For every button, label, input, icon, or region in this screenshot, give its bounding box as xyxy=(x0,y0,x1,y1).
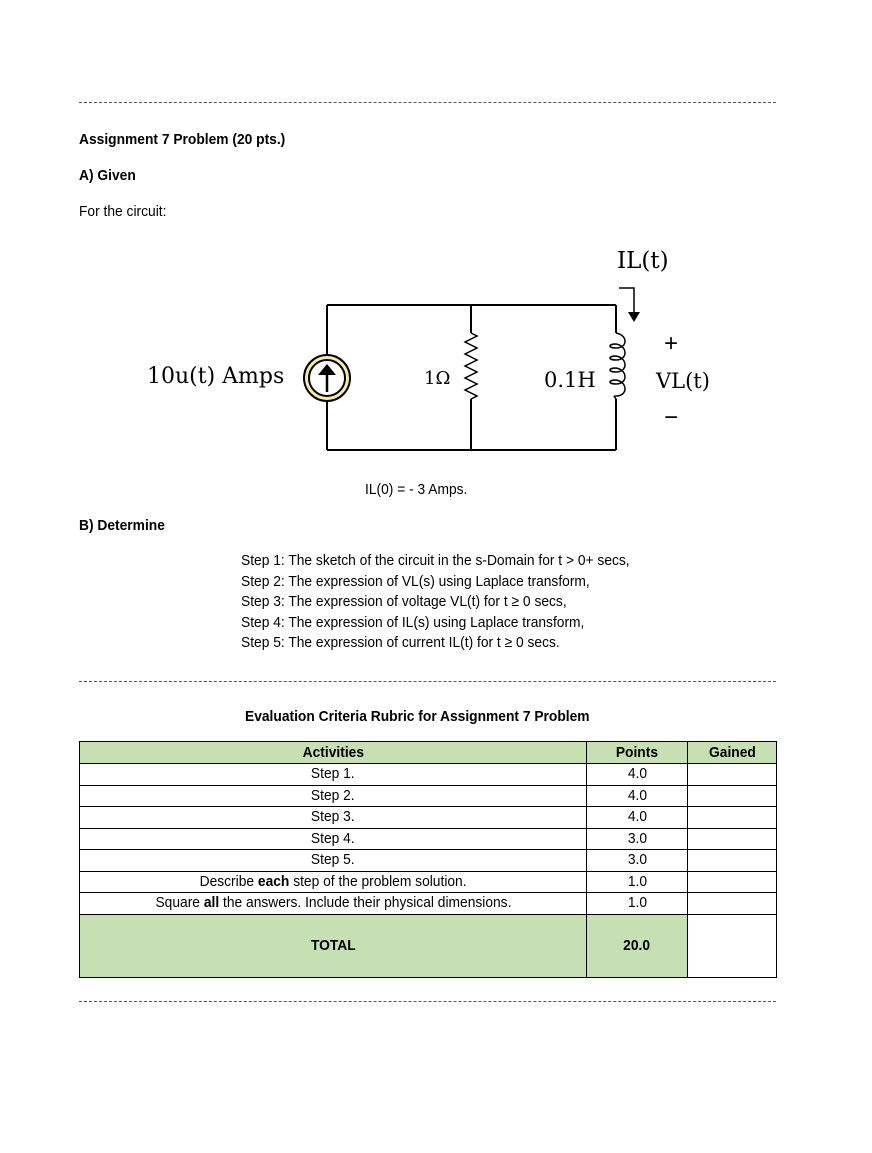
voltage-label: VL(t) xyxy=(656,369,710,393)
gained-cell[interactable] xyxy=(688,893,777,915)
rubric-title: Evaluation Criteria Rubric for Assignment 7 Problem xyxy=(245,708,590,725)
gained-cell[interactable] xyxy=(688,850,777,872)
points-cell: 1.0 xyxy=(587,871,688,893)
table-row xyxy=(80,785,777,807)
current-label: IL(t) xyxy=(617,248,669,274)
activity-cell: Step 1. xyxy=(80,764,587,786)
header-activities: Activities xyxy=(80,742,587,764)
header-points: Points xyxy=(587,742,688,764)
rubric-table xyxy=(79,741,777,978)
gained-cell[interactable] xyxy=(688,785,777,807)
points-cell: 4.0 xyxy=(587,807,688,829)
activity-cell: Step 5. xyxy=(80,850,587,872)
part-b-title: B) Determine xyxy=(79,517,165,534)
initial-condition: IL(0) = - 3 Amps. xyxy=(365,481,468,498)
current-source-icon xyxy=(304,355,350,401)
activity-cell: Square all the answers. Include their physical dimensions. xyxy=(80,893,587,915)
gained-cell[interactable] xyxy=(688,871,777,893)
table-row xyxy=(80,764,777,786)
inductor-label: 0.1H xyxy=(544,368,596,392)
step-item: Step 5: The expression of current IL(t) for t ≥ 0 secs. xyxy=(241,634,560,652)
resistor-label: 1Ω xyxy=(424,368,451,389)
header-gained: Gained xyxy=(688,742,777,764)
assignment-title: Assignment 7 Problem (20 pts.) xyxy=(79,131,286,148)
step-item: Step 1: The sketch of the circuit in the s-Domain for t > 0+ secs, xyxy=(241,552,630,569)
points-cell: 3.0 xyxy=(587,828,688,850)
plus-sign: + xyxy=(664,330,679,357)
part-a-title: A) Given xyxy=(79,167,136,184)
activity-cell: Step 3. xyxy=(80,807,587,829)
activity-cell: Step 2. xyxy=(80,785,587,807)
circuit-diagram xyxy=(0,0,872,520)
step-item: Step 3: The expression of voltage VL(t) for t ≥ 0 secs, xyxy=(241,593,567,611)
steps-list xyxy=(241,551,630,654)
total-points: 20.0 xyxy=(587,914,688,977)
table-row xyxy=(80,850,777,872)
gained-cell[interactable] xyxy=(688,807,777,829)
points-cell: 4.0 xyxy=(587,785,688,807)
gained-cell[interactable] xyxy=(688,764,777,786)
points-cell: 1.0 xyxy=(587,893,688,915)
gained-cell[interactable] xyxy=(688,828,777,850)
current-arrow-head xyxy=(628,312,640,322)
rubric-header-row xyxy=(80,742,777,764)
points-cell: 4.0 xyxy=(587,764,688,786)
separator-middle xyxy=(79,681,776,682)
total-row xyxy=(80,914,777,977)
points-cell: 3.0 xyxy=(587,850,688,872)
table-row xyxy=(80,871,777,893)
table-row xyxy=(80,807,777,829)
step-item: Step 2: The expression of VL(s) using Laplace transform, xyxy=(241,572,590,590)
intro-text: For the circuit: xyxy=(79,203,167,220)
table-row xyxy=(80,828,777,850)
total-label: TOTAL xyxy=(80,914,587,977)
total-gained-cell[interactable] xyxy=(688,914,777,977)
table-row xyxy=(80,893,777,915)
activity-cell: Step 4. xyxy=(80,828,587,850)
step-item: Step 4: The expression of IL(s) using Laplace transform, xyxy=(241,613,585,631)
minus-sign: − xyxy=(664,404,679,431)
source-label: 10u(t) Amps xyxy=(147,364,285,389)
activity-cell: Describe each step of the problem solution. xyxy=(80,871,587,893)
separator-bottom xyxy=(79,1001,776,1002)
